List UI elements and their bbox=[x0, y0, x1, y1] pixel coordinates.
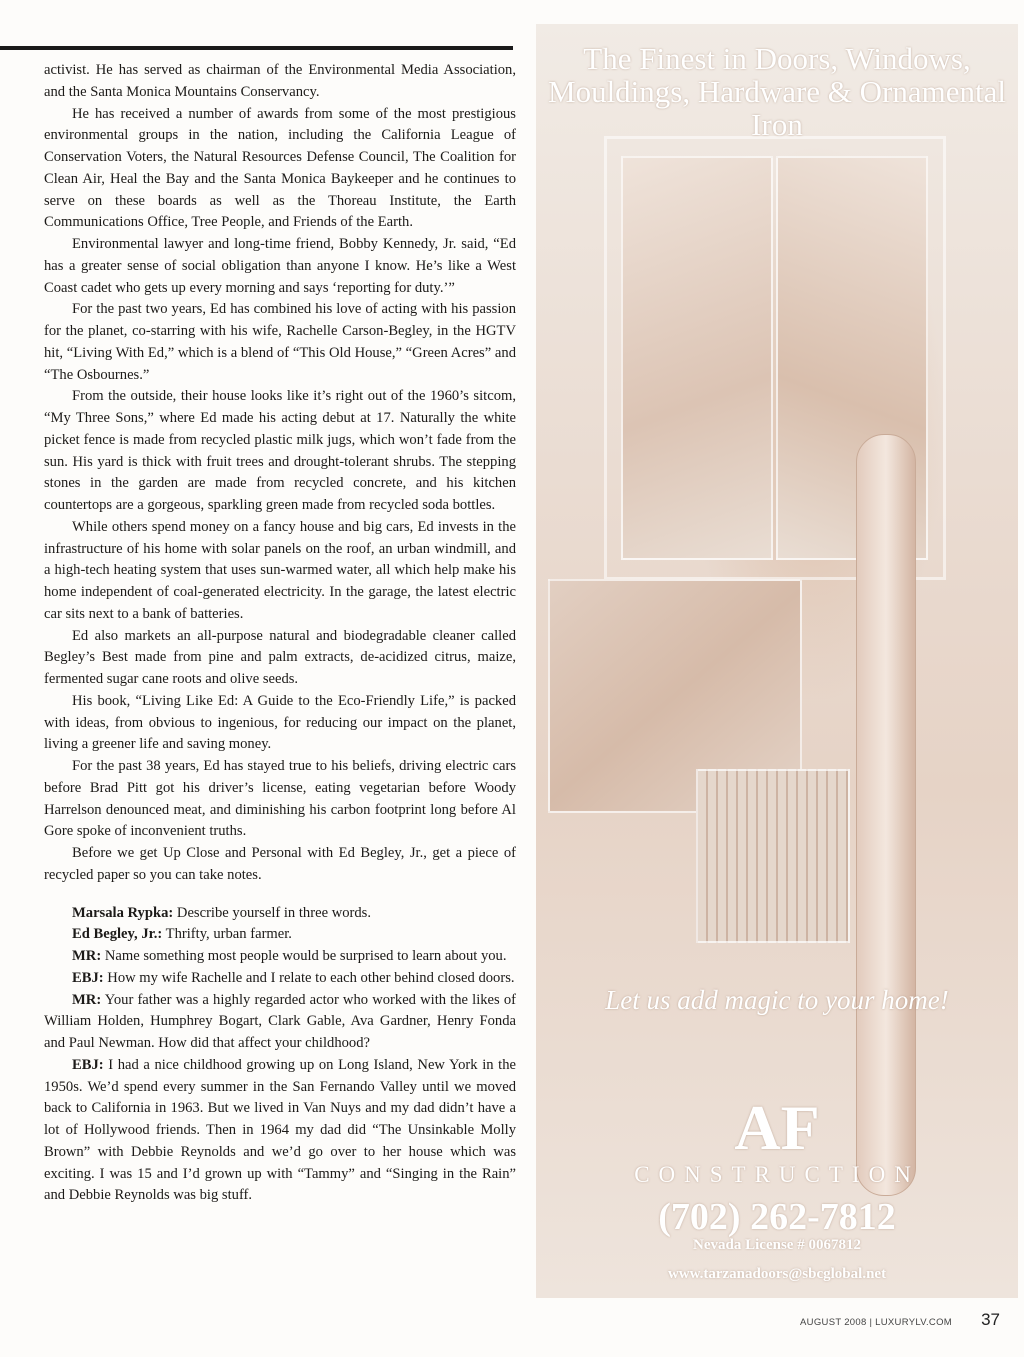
paragraph: While others spend money on a fancy house and big cars, Ed invests in the infrastructure of his home with solar panels on the roof, an urban windmill, and a high-tech heating system that uses sun-warmed water, all which help make his home independent of coal-generated electricity. In the garage, the latest electric car sits next to a bank of batteries. bbox=[44, 518, 516, 622]
paragraph: For the past 38 years, Ed has stayed true to his beliefs, driving electric cars before Brad Pitt got his driver’s license, eating vegetarian before Woody Harrelson denounced meat, and diminishing his carbon footprint long before Al Gore spoke of inconvenient truths. bbox=[44, 758, 516, 840]
website: www.tarzanadoors@sbcglobal.net bbox=[667, 1266, 887, 1282]
interview-line bbox=[44, 990, 516, 1055]
page-number: 37 bbox=[981, 1310, 1000, 1329]
issue-footer: AUGUST 2008 | LUXURYLV.COM bbox=[800, 1317, 952, 1328]
door-handle-image bbox=[856, 434, 916, 1196]
interview-line bbox=[44, 1055, 516, 1207]
answer: Name something most people would be surprised to learn about you. bbox=[101, 948, 507, 964]
company-name: CONSTRUCTION bbox=[634, 1162, 920, 1187]
paragraph: Environmental lawyer and long-time friend, Bobby Kennedy, Jr. said, “Ed has a greater sense of social obligation than anyone I know. He’s like a West Coast cadet who gets up every morning and says ‘reporting for duty.’” bbox=[44, 236, 516, 296]
speaker: MR: bbox=[72, 991, 102, 1008]
license-number: Nevada License # 0067812 bbox=[693, 1237, 861, 1253]
af-logo: AF bbox=[734, 1092, 820, 1163]
paragraph: activist. He has served as chairman of the Environmental Media Association, and the Santa Monica Mountains Conservancy. bbox=[44, 62, 516, 100]
paragraph: For the past two years, Ed has combined his love of acting with his passion for the planet, co-starring with his wife, Rachelle Carson-Begley, in the HGTV hit, “Living With Ed,” which is a blend of “This Old House,” “Green Acres” and “The Osbournes.” bbox=[44, 301, 516, 383]
speaker: EBJ: bbox=[72, 969, 104, 986]
answer: I had a nice childhood growing up on Long Island, New York in the 1950s. We’d spend every summer in the San Fernando Valley until we moved back to California in 1963. But we lived in Van Nuys and my dad didn’t have a lot of Hollywood friends. Then in 1964 my dad did “The Unsinkable Molly Brown” with Debbie Reynolds and we’d go over to her house which was exciting. I was 15 and I’d grown up with “Tammy” and “Singing in the Rain” and Debbie Reynolds was big stuff. bbox=[44, 1056, 516, 1204]
answer: Your father was a highly regarded actor who worked with the likes of William Holden, Humphrey Bogart, Clark Gable, Ava Gardner, Henry Fonda and Paul Newman. How did that affect your childhood? bbox=[44, 991, 516, 1051]
interview-line bbox=[44, 924, 516, 946]
answer: Describe yourself in three words. bbox=[173, 904, 372, 921]
paragraph: His book, “Living Like Ed: A Guide to the Eco-Friendly Life,” is packed with ideas, from obvious to ingenious, for reducing our impact on the planet, living a greener life and saving money. bbox=[44, 692, 516, 753]
answer: How my wife Rachelle and I relate to each other behind closed doors. bbox=[103, 969, 515, 986]
iron-gate-photo bbox=[696, 769, 850, 943]
paragraph: Ed also markets an all-purpose natural and biodegradable cleaner called Begley’s Best made from pine and palm extracts, de-acidized citrus, maize, fermented sugar cane roots and olive seeds. bbox=[44, 627, 516, 687]
speaker: MR: bbox=[72, 948, 102, 964]
interview-line bbox=[44, 968, 516, 990]
answer: Thrifty, urban farmer. bbox=[162, 926, 292, 943]
speaker: EBJ: bbox=[72, 1056, 104, 1073]
top-rule bbox=[0, 46, 513, 50]
paragraph: From the outside, their house looks like it’s right out of the 1960’s sitcom, “My Three Sons,” where Ed made his acting debut at 17. Naturally the white picket fence is made from recycled plastic milk jugs, which won’t fade from the sun. His yard is thick with fruit trees and drought-tolerant shrubs. The stepping stones in the garden are made from recycled concrete, and his kitchen countertops are a gorgeous, sparkling green made from recycled soda bottles. bbox=[44, 388, 516, 513]
speaker: Marsala Rypka: bbox=[72, 904, 174, 921]
paragraph: Before we get Up Close and Personal with Ed Begley, Jr., get a piece of recycled paper so you can take notes. bbox=[44, 845, 516, 883]
article-column bbox=[44, 60, 516, 1207]
ad-headline: The Finest in Doors, Windows, Mouldings, Hardware & Ornamental Iron bbox=[548, 41, 1006, 142]
paragraph: He has received a number of awards from some of the most prestigious environmental groups in the nation, including the California League of Conservation Voters, the Natural Resources Defense Council, The Coalition for Clean Air, Heal the Bay and the Santa Monica Baykeeper and he continues to serve on these boards as well as the Thoreau Institute, the Earth Communications Office, Tree People, and Friends of the Earth. bbox=[44, 105, 516, 231]
glass-door-left-image bbox=[621, 156, 773, 560]
speaker: Ed Begley, Jr.: bbox=[72, 926, 163, 943]
interview-line bbox=[44, 946, 516, 968]
construction-advertisement bbox=[536, 24, 1018, 1298]
interview-line bbox=[44, 903, 516, 925]
ad-tagline: Let us add magic to your home! bbox=[605, 985, 949, 1015]
phone-number: (702) 262-7812 bbox=[658, 1196, 896, 1238]
